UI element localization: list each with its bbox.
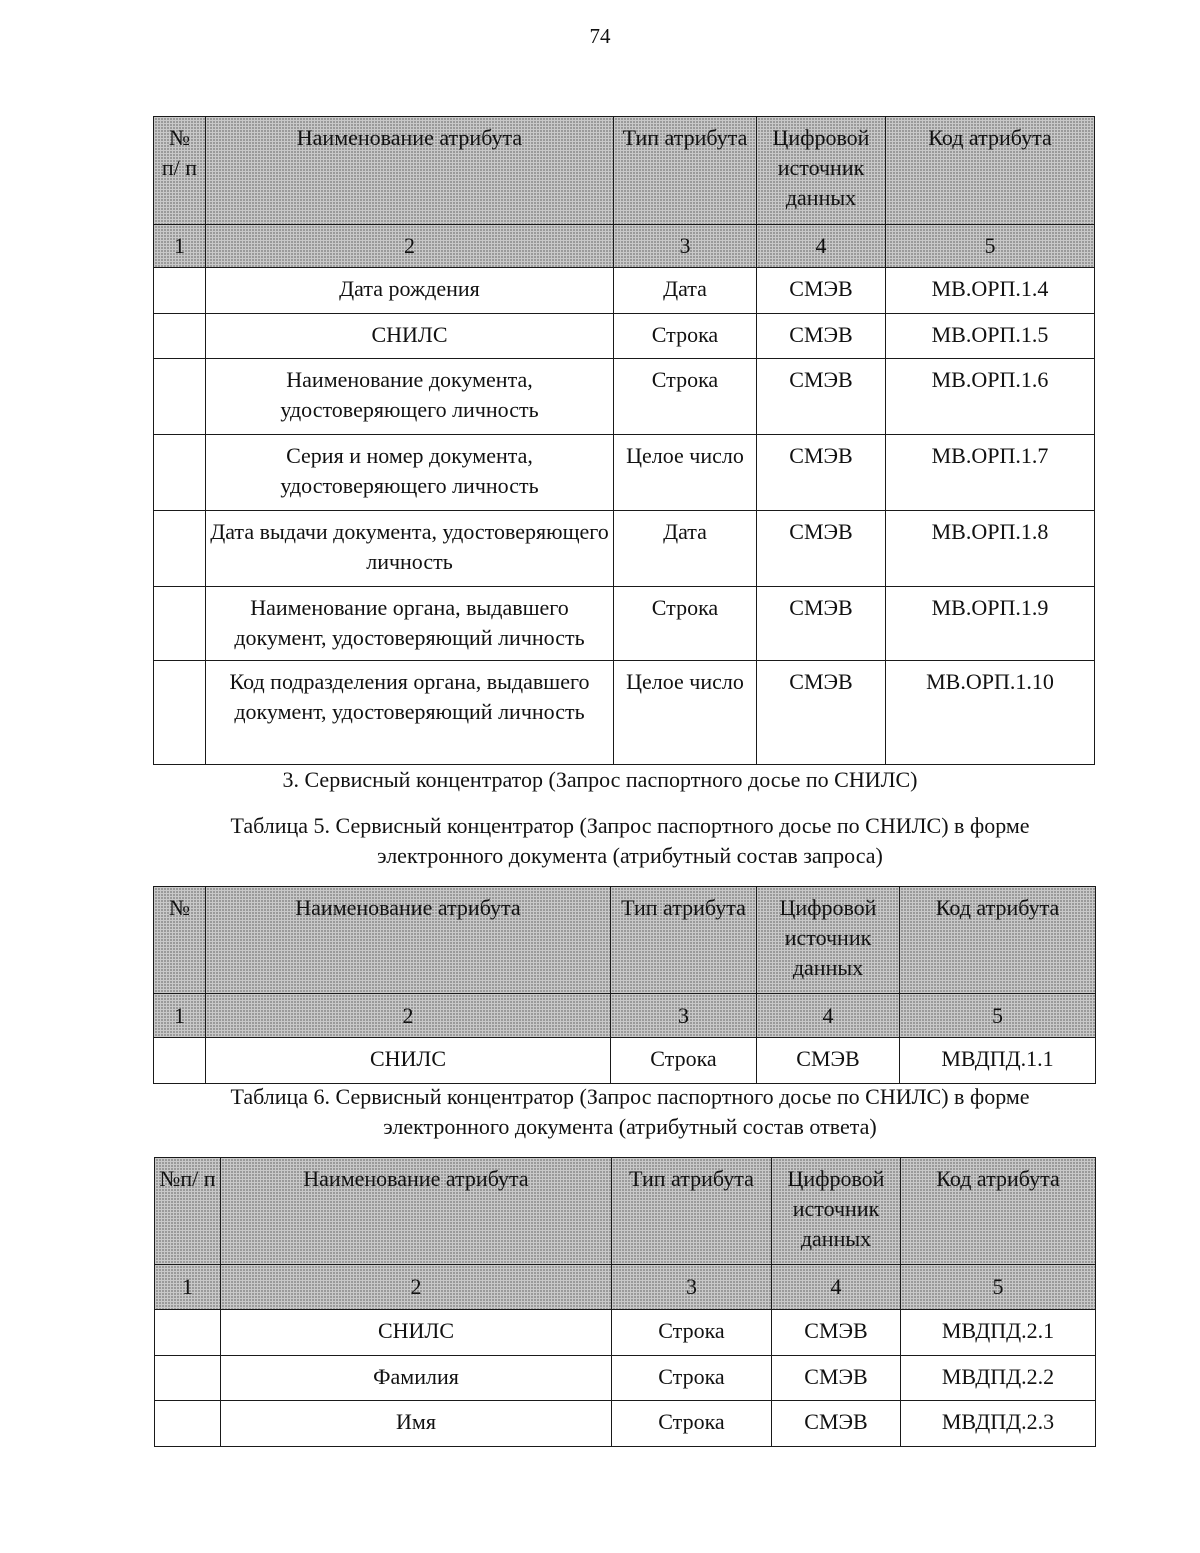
- table-cell: Целое число: [614, 435, 757, 511]
- table-header-row: [154, 887, 1096, 994]
- table-cell: Дата выдачи документа, удостоверяющего личность: [206, 511, 614, 587]
- header-cell: Цифровой источник данных: [757, 117, 886, 225]
- table-cell: МВ.ОРП.1.10: [886, 661, 1095, 765]
- table-row: [154, 587, 1095, 661]
- table-5-caption-text: Таблица 5. Сервисный концентратор (Запрос паспортного досье по СНИЛС) в форме электронного документа (атрибутный состав запроса): [230, 813, 1030, 868]
- header-cell: № п/ п: [154, 117, 206, 225]
- column-number-cell: 2: [206, 225, 614, 268]
- table-cell: [154, 587, 206, 661]
- table-row: [154, 661, 1095, 765]
- table-row: [155, 1401, 1096, 1447]
- table-cell: Фамилия: [221, 1356, 612, 1401]
- attributes-table-continued: [153, 116, 1095, 765]
- section-heading: 3. Сервисный концентратор (Запрос паспортного досье по СНИЛС): [282, 767, 918, 792]
- table-cell: [154, 359, 206, 435]
- table-cell: СМЭВ: [772, 1401, 901, 1447]
- header-cell: Цифровой источник данных: [757, 887, 900, 994]
- table-cell: [155, 1356, 221, 1401]
- table-row: [155, 1310, 1096, 1356]
- column-number-cell: 4: [757, 225, 886, 268]
- table-cell: Дата: [614, 511, 757, 587]
- table-cell: СМЭВ: [757, 435, 886, 511]
- column-number-cell: 4: [757, 994, 900, 1038]
- table-cell: СМЭВ: [772, 1310, 901, 1356]
- header-cell: Код атрибута: [886, 117, 1095, 225]
- column-number-cell: 5: [901, 1265, 1096, 1310]
- table-column-numbers-row: [155, 1265, 1096, 1310]
- table-cell: [155, 1401, 221, 1447]
- header-cell: Тип атрибута: [612, 1158, 772, 1265]
- column-number-cell: 2: [221, 1265, 612, 1310]
- table-row: [154, 268, 1095, 314]
- table-cell: МВДПД.2.2: [901, 1356, 1096, 1401]
- table-cell: МВ.ОРП.1.8: [886, 511, 1095, 587]
- table-6-response-attributes: [154, 1157, 1096, 1447]
- table-cell: Строка: [614, 359, 757, 435]
- table-cell: МВ.ОРП.1.5: [886, 314, 1095, 359]
- header-cell: №п/ п: [155, 1158, 221, 1265]
- table-row: [155, 1356, 1096, 1401]
- table-cell: СНИЛС: [206, 1038, 611, 1084]
- table-cell: МВДПД.2.1: [901, 1310, 1096, 1356]
- table-cell: Серия и номер документа, удостоверяющего личность: [206, 435, 614, 511]
- table-cell: [154, 268, 206, 314]
- table-cell: [154, 511, 206, 587]
- header-cell: Тип атрибута: [611, 887, 757, 994]
- table-cell: Строка: [614, 587, 757, 661]
- header-cell: Наименование атрибута: [206, 887, 611, 994]
- table-cell: Строка: [614, 314, 757, 359]
- table-cell: МВДПД.1.1: [900, 1038, 1096, 1084]
- table-row: [154, 435, 1095, 511]
- table-cell: МВ.ОРП.1.6: [886, 359, 1095, 435]
- table-cell: [154, 661, 206, 765]
- column-number-cell: 3: [614, 225, 757, 268]
- header-cell: Код атрибута: [901, 1158, 1096, 1265]
- table-row: [154, 511, 1095, 587]
- table-cell: Наименование документа, удостоверяющего личность: [206, 359, 614, 435]
- table-row: [154, 314, 1095, 359]
- table-cell: СМЭВ: [757, 587, 886, 661]
- column-number-cell: 5: [886, 225, 1095, 268]
- table-cell: СМЭВ: [757, 268, 886, 314]
- column-number-cell: 2: [206, 994, 611, 1038]
- column-number-cell: 1: [154, 994, 206, 1038]
- table-cell: Код подразделения органа, выдавшего документ, удостоверяющий личность: [206, 661, 614, 765]
- header-cell: Тип атрибута: [614, 117, 757, 225]
- table-cell: [154, 1038, 206, 1084]
- table-cell: СНИЛС: [221, 1310, 612, 1356]
- table-6-caption-text: Таблица 6. Сервисный концентратор (Запрос паспортного досье по СНИЛС) в форме электронного документа (атрибутный состав ответа): [230, 1084, 1030, 1139]
- header-cell: Цифровой источник данных: [772, 1158, 901, 1265]
- table-5-caption: [180, 811, 1080, 871]
- header-cell: Наименование атрибута: [221, 1158, 612, 1265]
- table-header-row: [154, 117, 1095, 225]
- table-cell: СНИЛС: [206, 314, 614, 359]
- table-cell: Дата: [614, 268, 757, 314]
- table-cell: СМЭВ: [757, 314, 886, 359]
- column-number-cell: 3: [612, 1265, 772, 1310]
- column-number-cell: 5: [900, 994, 1096, 1038]
- column-number-cell: 1: [155, 1265, 221, 1310]
- page-number: 74: [589, 24, 611, 48]
- table-cell: Строка: [612, 1310, 772, 1356]
- table-cell: МВДПД.2.3: [901, 1401, 1096, 1447]
- table-cell: МВ.ОРП.1.4: [886, 268, 1095, 314]
- table-cell: Строка: [611, 1038, 757, 1084]
- table-row: [154, 359, 1095, 435]
- column-number-cell: 3: [611, 994, 757, 1038]
- table-cell: [155, 1310, 221, 1356]
- table-column-numbers-row: [154, 994, 1096, 1038]
- table-cell: Строка: [612, 1356, 772, 1401]
- header-cell: Код атрибута: [900, 887, 1096, 994]
- table-cell: Целое число: [614, 661, 757, 765]
- table-cell: Имя: [221, 1401, 612, 1447]
- table-cell: СМЭВ: [757, 511, 886, 587]
- table-cell: МВ.ОРП.1.7: [886, 435, 1095, 511]
- column-number-cell: 4: [772, 1265, 901, 1310]
- table-cell: Наименование органа, выдавшего документ, удостоверяющий личность: [206, 587, 614, 661]
- table-cell: СМЭВ: [757, 661, 886, 765]
- table-cell: СМЭВ: [772, 1356, 901, 1401]
- header-cell: Наименование атрибута: [206, 117, 614, 225]
- table-6-caption: [180, 1082, 1080, 1142]
- column-number-cell: 1: [154, 225, 206, 268]
- table-row: [154, 1038, 1096, 1084]
- table-cell: СМЭВ: [757, 1038, 900, 1084]
- table-header-row: [155, 1158, 1096, 1265]
- table-cell: [154, 314, 206, 359]
- table-cell: [154, 435, 206, 511]
- table-cell: МВ.ОРП.1.9: [886, 587, 1095, 661]
- table-cell: Строка: [612, 1401, 772, 1447]
- table-5-request-attributes: [153, 886, 1096, 1084]
- table-column-numbers-row: [154, 225, 1095, 268]
- table-cell: Дата рождения: [206, 268, 614, 314]
- table-cell: СМЭВ: [757, 359, 886, 435]
- header-cell: №: [154, 887, 206, 994]
